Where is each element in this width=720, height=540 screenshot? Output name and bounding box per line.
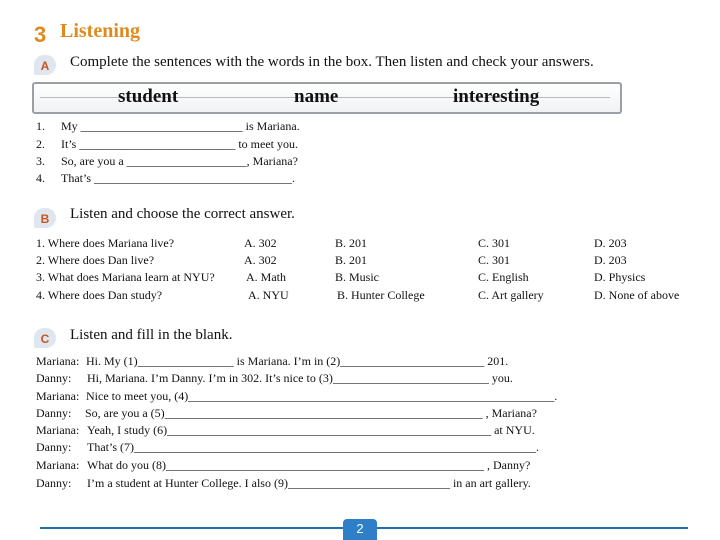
speaker-label: Danny: bbox=[36, 371, 72, 385]
question: 4. Where does Dan study? bbox=[36, 288, 163, 302]
item-number: 3. bbox=[36, 154, 45, 168]
option-c: C. Art gallery bbox=[478, 288, 544, 302]
option-b: B. 201 bbox=[335, 236, 368, 250]
question: 3. What does Mariana learn at NYU? bbox=[36, 270, 215, 284]
part-c-instruction: Listen and fill in the blank. bbox=[70, 327, 233, 343]
dialogue-line: Hi. My (1)________________ is Mariana. I’m in (2)________________________ 201. bbox=[86, 354, 509, 368]
fill-sentence: My ___________________________ is Mariana. bbox=[61, 119, 300, 133]
speaker-label: Mariana: bbox=[36, 389, 80, 403]
question: 1. Where does Mariana live? bbox=[36, 236, 175, 250]
speaker-label: Danny: bbox=[36, 476, 72, 490]
question: 2. Where does Dan live? bbox=[36, 253, 155, 267]
part-b-letter: B bbox=[40, 212, 50, 226]
dialogue-line: Nice to meet you, (4)_____________________________________________________________. bbox=[86, 389, 558, 403]
page-number: 2 bbox=[343, 519, 377, 540]
option-a: A. 302 bbox=[244, 236, 277, 250]
part-b-instruction: Listen and choose the correct answer. bbox=[70, 206, 295, 222]
speaker-label: Mariana: bbox=[36, 458, 80, 472]
part-a-letter: A bbox=[40, 59, 50, 73]
option-b: B. Music bbox=[335, 270, 380, 284]
option-b: B. 201 bbox=[335, 253, 368, 267]
option-c: C. English bbox=[478, 270, 529, 284]
speaker-label: Danny: bbox=[36, 440, 72, 454]
fill-sentence: It’s __________________________ to meet you. bbox=[61, 137, 298, 151]
part-c-letter: C bbox=[40, 332, 50, 346]
item-number: 1. bbox=[36, 119, 45, 133]
dialogue-line: So, are you a (5)_____________________________________________________ , Mariana? bbox=[85, 406, 537, 420]
section-title: Listening bbox=[60, 20, 141, 42]
speaker-label: Mariana: bbox=[36, 354, 80, 368]
fill-sentence: That’s _________________________________. bbox=[61, 171, 295, 185]
dialogue-line: What do you (8)_____________________________________________________ , Danny? bbox=[87, 458, 531, 472]
item-number: 2. bbox=[36, 137, 45, 151]
word-box-word: interesting bbox=[453, 86, 540, 107]
dialogue-line: That’s (7)___________________________________________________________________. bbox=[87, 440, 539, 454]
section-number: 3 bbox=[34, 22, 47, 47]
option-a: A. NYU bbox=[248, 288, 289, 302]
speaker-label: Mariana: bbox=[36, 423, 80, 437]
option-c: C. 301 bbox=[478, 253, 511, 267]
dialogue-line: Yeah, I study (6)______________________________________________________ at NYU. bbox=[87, 423, 535, 437]
option-a: A. Math bbox=[246, 270, 286, 284]
option-d: D. 203 bbox=[594, 236, 627, 250]
option-d: D. 203 bbox=[594, 253, 627, 267]
dialogue-line: Hi, Mariana. I’m Danny. I’m in 302. It’s nice to (3)__________________________ you. bbox=[87, 371, 513, 385]
speaker-label: Danny: bbox=[36, 406, 72, 420]
option-b: B. Hunter College bbox=[337, 288, 425, 302]
item-number: 4. bbox=[36, 171, 45, 185]
part-a-instruction: Complete the sentences with the words in the box. Then listen and check your answers. bbox=[70, 54, 594, 70]
dialogue-line: I’m a student at Hunter College. I also (9)___________________________ in an art gallery. bbox=[87, 476, 531, 490]
option-a: A. 302 bbox=[244, 253, 277, 267]
option-d: D. Physics bbox=[594, 270, 646, 284]
fill-sentence: So, are you a ____________________, Mariana? bbox=[61, 154, 298, 168]
option-c: C. 301 bbox=[478, 236, 511, 250]
word-box-word: name bbox=[294, 86, 339, 107]
word-box-word: student bbox=[118, 86, 179, 107]
option-d: D. None of above bbox=[594, 288, 680, 302]
